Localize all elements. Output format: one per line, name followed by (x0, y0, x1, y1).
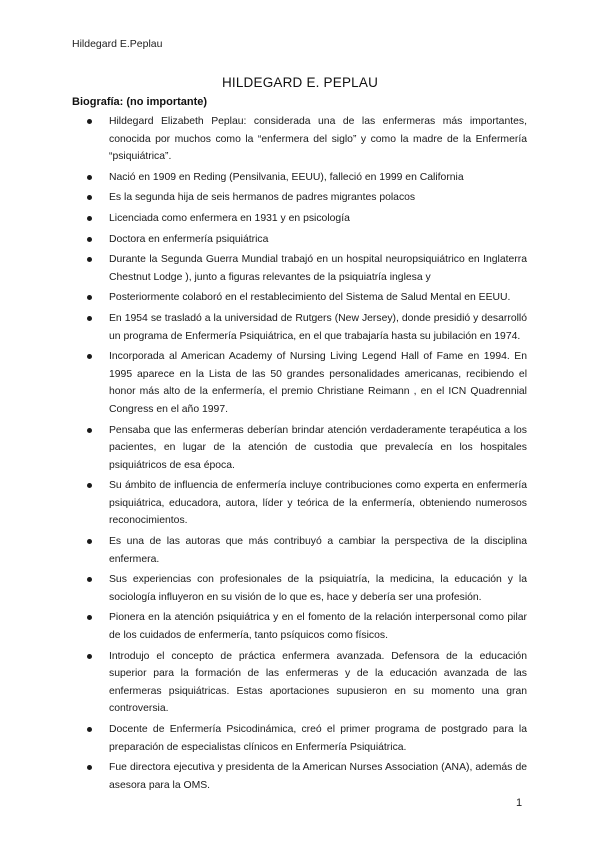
bullet-text: Su ámbito de influencia de enfermería incluye contribuciones como experta en enfermería psiquiátrica, educadora, autora, líder y teórica de la enfermería, obteniendo numerosos reconocimientos. (109, 480, 527, 527)
bullet-text: Pensaba que las enfermeras deberían brindar atención verdaderamente terapéutica a los pacientes, en lugar de la atención de custodia que prevalecía en los hospitales psiquiátricos de esa época. (109, 424, 527, 471)
bullet-icon (87, 615, 92, 620)
bullet-icon (87, 237, 92, 242)
bullet-text: Introdujo el concepto de práctica enfermera avanzada. Defensora de la educación superior para la formación de las enfermeras y de la educación avanzada de las enfermeras psiquiátricas. Estas aportaciones supusieron en su momento una gran controversia. (109, 650, 527, 715)
bullet-text: Sus experiencias con profesionales de la psiquiatría, la medicina, la educación y la sociología influyeron en su visión de lo que es, hace y debería ser una profesión. (109, 574, 527, 603)
bullet-text: Fue directora ejecutiva y presidenta de la American Nurses Association (ANA), además de asesora para la OMS. (109, 762, 527, 791)
bullet-icon (87, 216, 92, 221)
bullet-item (72, 477, 527, 530)
bullet-item (72, 231, 527, 249)
bullet-icon (87, 727, 92, 732)
bullet-icon (87, 316, 92, 321)
bullet-text: Posteriormente colaboró en el restablecimiento del Sistema de Salud Mental en EEUU. (109, 292, 511, 304)
bullet-item (72, 533, 527, 568)
bullet-text: Es la segunda hija de seis hermanos de padres migrantes polacos (109, 192, 416, 204)
bullet-item (72, 422, 527, 475)
bullet-item (72, 571, 527, 606)
section-heading-biografia: Biografía: (no importante) (72, 96, 208, 108)
bullet-icon (87, 195, 92, 200)
bullet-item (72, 251, 527, 286)
bullet-item (72, 609, 527, 644)
bullet-item (72, 210, 527, 228)
bullet-text: Incorporada al American Academy of Nursing Living Legend Hall of Fame en 1994. En 1995 aparece en la Lista de las 50 grandes personalidades americanas, recibiendo el honor más alto de la enfermería, el premio Christiane Reimann , en el ICN Quadrennial Congress en el año 1997. (109, 351, 527, 415)
bullet-text: Hildegard Elizabeth Peplau: considerada una de las enfermeras más importantes, conocida por muchos como la “enfermera del siglo” y como la madre de la Enfermería “psiquiátrica”. (109, 116, 527, 163)
bullet-item (72, 348, 527, 418)
bullet-icon (87, 119, 92, 124)
bullet-text: En 1954 se trasladó a la universidad de Rutgers (New Jersey), donde presidió y desarrolló un programa de Enfermería Psiquiátrica, en el que trabajaría hasta su jubilación en 1974. (109, 312, 527, 342)
bullet-text: Docente de Enfermería Psicodinámica, creó el primer programa de postgrado para la preparación de especialistas clínicos en Enfermería Psiquiátrica. (109, 724, 527, 753)
bullet-text: Pionera en la atención psiquiátrica y en el fomento de la relación interpersonal como pilar de los cuidados de enfermería, tanto psíquicos como físicos. (109, 612, 527, 642)
bullet-item (72, 310, 527, 345)
bullet-text: Es una de las autoras que más contribuyó a cambiar la perspectiva de la disciplina enfermera. (109, 536, 527, 565)
bullet-icon (87, 654, 92, 659)
bullet-icon (87, 295, 92, 300)
running-header: Hildegard E.Peplau (72, 38, 163, 50)
bullet-item (72, 648, 527, 718)
bullet-icon (87, 428, 92, 433)
bullet-text: Licenciada como enfermera en 1931 y en psicología (109, 212, 350, 224)
bullet-item (72, 759, 527, 794)
bullet-icon (87, 354, 92, 359)
page-number: 1 (516, 797, 523, 809)
bullet-icon (87, 539, 92, 544)
document-title: HILDEGARD E. PEPLAU (221, 75, 379, 90)
biography-bullet-list (72, 113, 527, 797)
bullet-icon (87, 483, 92, 488)
bullet-text: Doctora en enfermería psiquiátrica (109, 233, 269, 245)
bullet-text: Nació en 1909 en Reding (Pensilvania, EEUU), falleció en 1999 en California (109, 171, 464, 183)
bullet-text: Durante la Segunda Guerra Mundial trabajó en un hospital neuropsiquiátrico en Inglaterra Chestnut Lodge ), junto a figuras relevantes de la psiquiatría inglesa y (109, 254, 527, 283)
bullet-icon (87, 765, 92, 770)
bullet-item (72, 169, 527, 187)
bullet-icon (87, 175, 92, 180)
bullet-item (72, 189, 527, 207)
bullet-item (72, 289, 527, 307)
bullet-icon (87, 257, 92, 262)
bullet-item (72, 113, 527, 166)
bullet-icon (87, 577, 92, 582)
bullet-item (72, 721, 527, 756)
